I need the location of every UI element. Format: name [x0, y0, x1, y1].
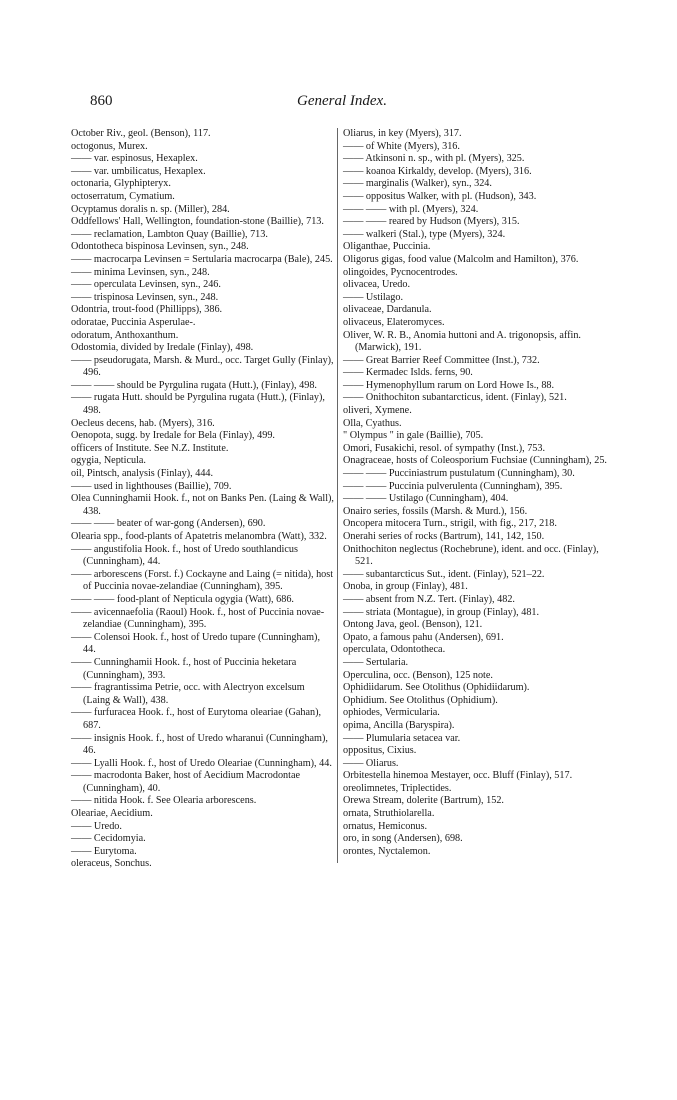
index-entry: Onairo series, fossils (Marsh. & Murd.), 156. — [343, 505, 528, 517]
index-entry: —— Great Barrier Reef Committee (Inst.), 732. — [343, 354, 540, 366]
index-entry: Oecleus decens, hab. (Myers), 316. — [71, 417, 215, 429]
index-entry: —— var. umbilicatus, Hexaplex. — [71, 165, 206, 177]
index-entry: Opato, a famous pahu (Andersen), 691. — [343, 631, 504, 643]
index-entry: —— Cecidomyia. — [71, 833, 146, 845]
index-entry: —— oppositus Walker, with pl. (Hudson), 343. — [343, 190, 537, 202]
index-entry: odoratum, Anthoxanthum. — [71, 329, 179, 341]
index-entry: —— Onithochiton subantarcticus, ident. (Finlay), 521. — [343, 392, 567, 404]
index-entry: Odontria, trout-food (Phillipps), 386. — [71, 304, 223, 316]
index-entry: —— Oliarus. — [343, 757, 399, 769]
index-entry: olivaceae, Dardanula. — [343, 304, 432, 316]
index-entry: oppositus, Cixius. — [343, 745, 417, 757]
index-entry: orontes, Nyctalemon. — [343, 845, 431, 857]
index-entry: Ocyptamus doralis n. sp. (Miller), 284. — [71, 203, 230, 215]
index-entry: —— Atkinsoni n. sp., with pl. (Myers), 325. — [343, 153, 525, 165]
index-entry: —— Ustilago. — [343, 291, 403, 303]
index-entry: olivacea, Uredo. — [343, 279, 411, 291]
index-entry: —— —— Puccinia pulverulenta (Cunningham), 395. — [343, 480, 563, 492]
index-entry: —— —— food-plant of Nepticula ogygia (Watt), 686. — [71, 593, 294, 605]
index-entry: Odostomia, divided by Iredale (Finlay), 498. — [71, 342, 254, 354]
index-entry: —— operculata Levinsen, syn., 246. — [71, 279, 221, 291]
index-entry: Ophidium. See Otolithus (Ophidium). — [343, 694, 498, 706]
index-entry: olingoides, Pycnocentrodes. — [343, 266, 458, 278]
index-entry: —— koanoa Kirkaldy, develop. (Myers), 316. — [343, 165, 532, 177]
index-entry: oreolimnetes, Triplectides. — [343, 782, 452, 794]
index-entry: —— Colensoi Hook. f., host of Uredo tupare (Cunningham), 44. — [71, 631, 320, 656]
index-entry: Oligorus gigas, food value (Malcolm and Hamilton), 376. — [343, 253, 579, 265]
index-entry: —— furfuracea Hook. f., host of Eurytoma oleariae (Gahan), 687. — [71, 707, 322, 731]
index-entry: —— striata (Montague), in group (Finlay), 481. — [343, 606, 540, 618]
index-entry: Oliarus, in key (Myers), 317. — [343, 128, 462, 139]
index-entry: —— pseudorugata, Marsh. & Murd., occ. Target Gully (Finlay), 496. — [71, 354, 334, 379]
index-entry: —— arborescens (Forst. f.) Cockayne and Laing (= nitida), host of Puccinia novae-zelandiae (Cunningham), 395. — [71, 568, 334, 593]
index-entry: olivaceus, Elateromyces. — [343, 316, 445, 328]
running-title: General Index. — [297, 93, 387, 109]
index-entry: Onithochiton neglectus (Rochebrune), ident. and occ. (Finlay), 521. — [343, 543, 599, 568]
index-entry: octonaria, Glyphipteryx. — [71, 178, 171, 190]
index-entry: oleraceus, Sonchus. — [71, 858, 152, 870]
index-entry: oliveri, Xymene. — [343, 405, 412, 417]
index-column-right — [343, 128, 613, 858]
index-entry: —— macrodonta Baker, host of Aecidium Macrodontae (Cunningham), 40. — [71, 770, 301, 794]
index-entry: —— avicennaefolia (Raoul) Hook. f., host of Puccinia novae-zelandiae (Cunningham), 395. — [71, 606, 325, 631]
index-entry: —— —— with pl. (Myers), 324. — [343, 203, 479, 215]
index-entry: —— macrocarpa Levinsen = Sertularia macrocarpa (Bale), 245. — [71, 253, 333, 265]
index-entry: Orewa Stream, dolerite (Bartrum), 152. — [343, 795, 504, 807]
index-entry: —— angustifolia Hook. f., host of Uredo southlandicus (Cunningham), 44. — [71, 543, 298, 568]
index-entry: Operculina, occ. (Benson), 125 note. — [343, 669, 493, 681]
index-entry: —— nitida Hook. f. See Olearia arborescens. — [71, 795, 257, 807]
index-entry: —— —— Pucciniastrum pustulatum (Cunningham), 30. — [343, 468, 575, 480]
index-entry: officers of Institute. See N.Z. Institute. — [71, 442, 229, 454]
index-entry: Onagraceae, hosts of Coleosporium Fuchsiae (Cunningham), 25. — [343, 455, 607, 467]
index-entry: —— Cunninghamii Hook. f., host of Puccinia heketara (Cunningham), 393. — [71, 656, 297, 681]
index-column-left — [71, 128, 334, 871]
index-entry: ornatus, Hemiconus. — [343, 820, 428, 832]
index-entry: Ontong Java, geol. (Benson), 121. — [343, 619, 483, 631]
index-entry: —— Lyalli Hook. f., host of Uredo Oleariae (Cunningham), 44. — [71, 757, 332, 769]
index-entry: Olea Cunninghamii Hook. f., not on Banks Pen. (Laing & Wall), 438. — [71, 493, 334, 517]
index-entry: —— absent from N.Z. Tert. (Finlay), 482. — [343, 593, 515, 605]
index-entry: —— fragrantissima Petrie, occ. with Alectryon excelsum (Laing & Wall), 438. — [71, 682, 305, 706]
index-entry: —— —— reared by Hudson (Myers), 315. — [343, 216, 520, 228]
index-entry: ophiodes, Vermicularia. — [343, 707, 440, 719]
index-entry: —— Sertularia. — [343, 656, 409, 668]
index-entry: odoratae, Puccinia Asperulae-. — [71, 316, 196, 328]
index-entry: Oncopera mitocera Turn., strigil, with fig., 217, 218. — [343, 518, 557, 530]
column-divider — [337, 128, 338, 863]
index-entry: —— subantarcticus Sut., ident. (Finlay), 521–22. — [343, 568, 545, 580]
index-entry: Orbitestella hinemoa Mestayer, occ. Bluff (Finlay), 517. — [343, 770, 573, 782]
index-entry: ogygia, Nepticula. — [71, 455, 146, 467]
index-entry: —— used in lighthouses (Baillie), 709. — [71, 480, 232, 492]
index-entry: —— reclamation, Lambton Quay (Baillie), 713. — [71, 228, 268, 240]
index-entry: oro, in song (Andersen), 698. — [343, 833, 463, 845]
index-entry: Oenopota, sugg. by Iredale for Bela (Finlay), 499. — [71, 430, 275, 442]
index-entry: —— —— should be Pyrgulina rugata (Hutt.), (Finlay), 498. — [71, 379, 317, 391]
index-entry: Ophidiidarum. See Otolithus (Ophidiidarum). — [343, 682, 530, 694]
index-entry: —— rugata Hutt. should be Pyrgulina rugata (Hutt.), (Finlay), 498. — [71, 392, 325, 417]
index-entry: —— marginalis (Walker), syn., 324. — [343, 178, 492, 190]
index-entry: —— Uredo. — [71, 820, 122, 832]
index-entry: —— insignis Hook. f., host of Uredo wharanui (Cunningham), 46. — [71, 732, 328, 757]
index-entry: octogonus, Murex. — [71, 140, 148, 152]
index-entry: —— —— beater of war-gong (Andersen), 690. — [71, 518, 266, 530]
index-entry: —— walkeri (Stal.), type (Myers), 324. — [343, 228, 506, 240]
index-entry: —— Plumularia setacea var. — [343, 732, 461, 744]
index-entry: Omori, Fusakichi, resol. of sympathy (Inst.), 753. — [343, 442, 546, 454]
index-entry: oil, Pintsch, analysis (Finlay), 444. — [71, 468, 214, 480]
index-entry: —— —— Ustilago (Cunningham), 404. — [343, 493, 509, 505]
index-entry: octoserratum, Cymatium. — [71, 190, 175, 202]
index-entry: —— var. espinosus, Hexaplex. — [71, 153, 198, 165]
index-entry: Onerahi series of rocks (Bartrum), 141, 142, 150. — [343, 531, 545, 542]
index-entry: —— of White (Myers), 316. — [343, 140, 460, 152]
index-entry: " Olympus " in gale (Baillie), 705. — [343, 430, 484, 442]
index-entry: October Riv., geol. (Benson), 117. — [71, 128, 211, 139]
index-entry: —— Kermadec Islds. ferns, 90. — [343, 367, 473, 379]
index-entry: Oddfellows' Hall, Wellington, foundation-stone (Baillie), 713. — [71, 216, 324, 228]
index-entry: Oliver, W. R. B., Anomia huttoni and A. trigonopsis, affin. (Marwick), 191. — [343, 329, 581, 354]
index-entry: —— trispinosa Levinsen, syn., 248. — [71, 291, 219, 303]
index-entry: Oliganthae, Puccinia. — [343, 241, 431, 253]
index-entry: Olla, Cyathus. — [343, 417, 402, 429]
index-entry: Olearia spp., food-plants of Apatetris melanombra (Watt), 332. — [71, 531, 327, 542]
index-entry: —— Eurytoma. — [71, 845, 137, 857]
index-entry: Odontotheca bispinosa Levinsen, syn., 248. — [71, 241, 249, 253]
index-entry: —— Hymenophyllum rarum on Lord Howe Is., 88. — [343, 379, 555, 391]
index-entry: ornata, Struthiolarella. — [343, 808, 435, 820]
page-number: 860 — [90, 93, 113, 109]
index-entry: Onoba, in group (Finlay), 481. — [343, 581, 468, 593]
index-entry: Oleariae, Aecidium. — [71, 808, 153, 820]
index-entry: opima, Ancilla (Baryspira). — [343, 719, 455, 731]
index-entry: operculata, Odontotheca. — [343, 644, 446, 656]
index-entry: —— minima Levinsen, syn., 248. — [71, 266, 210, 278]
